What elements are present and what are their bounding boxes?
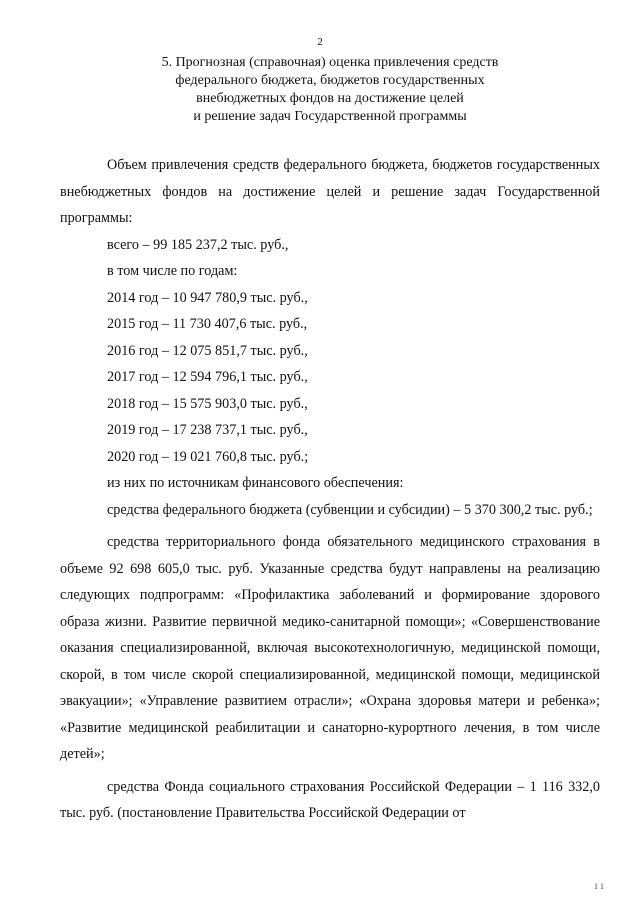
page-number: 2 bbox=[317, 36, 323, 48]
heading-line: 5. Прогнозная (справочная) оценка привлечения средств bbox=[161, 55, 499, 70]
year-line: 2015 год – 11 730 407,6 тыс. руб., bbox=[107, 316, 308, 332]
year-line: 2016 год – 12 075 851,7 тыс. руб., bbox=[107, 342, 308, 359]
intro-paragraph: Объем привлечения средств федерального бюджета, бюджетов государственных внебюджетных фондов на достижение целей и решение задач Государственной программы: bbox=[60, 157, 600, 226]
year-line: 2017 год – 12 594 796,1 тыс. руб., bbox=[107, 369, 308, 385]
federal-budget-paragraph: средства федерального бюджета (субвенции и субсидии) – 5 370 300,2 тыс. руб.; bbox=[107, 501, 593, 518]
territorial-fund-paragraph: средства территориального фонда обязательного медицинского страхования в объеме 92 698 605,0 тыс. руб. Указанные средства будут направлены на реализацию следующих подпрограмм: «Профилактика заболеваний и формирование здорового образа жизни. Развитие первичной медико-санитарной помощи»; «Совершенствование оказания специализированной, включая высокотехнологичную, медицинской помощи, скорой, в том числе скорой специализированной, медицинской помощи, медицинской эвакуации»; «Управление развитием отрасли»; «Охрана здоровья матери и ребенка»; «Развитие медицинской реабилитации и санаторно-курортного лечения, в том числе детей»; bbox=[60, 534, 600, 762]
heading-line: внебюджетных фондов на достижение целей bbox=[196, 91, 464, 106]
total-line: всего – 99 185 237,2 тыс. руб., bbox=[107, 236, 289, 253]
year-line: 2014 год – 10 947 780,9 тыс. руб., bbox=[107, 289, 308, 306]
sources-label: из них по источникам финансового обеспечения: bbox=[107, 475, 404, 491]
social-fund-paragraph: средства Фонда социального страхования Российской Федерации – 1 116 332,0 тыс. руб. (постановление Правительства Российской Федерации от bbox=[60, 778, 600, 821]
year-line: 2020 год – 19 021 760,8 тыс. руб.; bbox=[107, 448, 309, 465]
year-line: 2018 год – 15 575 903,0 тыс. руб., bbox=[107, 395, 308, 412]
heading-line: федерального бюджета, бюджетов государственных bbox=[175, 73, 485, 88]
footer-mark: 1 1 bbox=[594, 882, 604, 891]
year-line: 2019 год – 17 238 737,1 тыс. руб., bbox=[107, 422, 308, 438]
by-years-label: в том числе по годам: bbox=[107, 263, 238, 279]
document-body bbox=[60, 152, 600, 827]
section-heading bbox=[160, 54, 500, 126]
heading-line: и решение задач Государственной программы bbox=[193, 109, 467, 124]
